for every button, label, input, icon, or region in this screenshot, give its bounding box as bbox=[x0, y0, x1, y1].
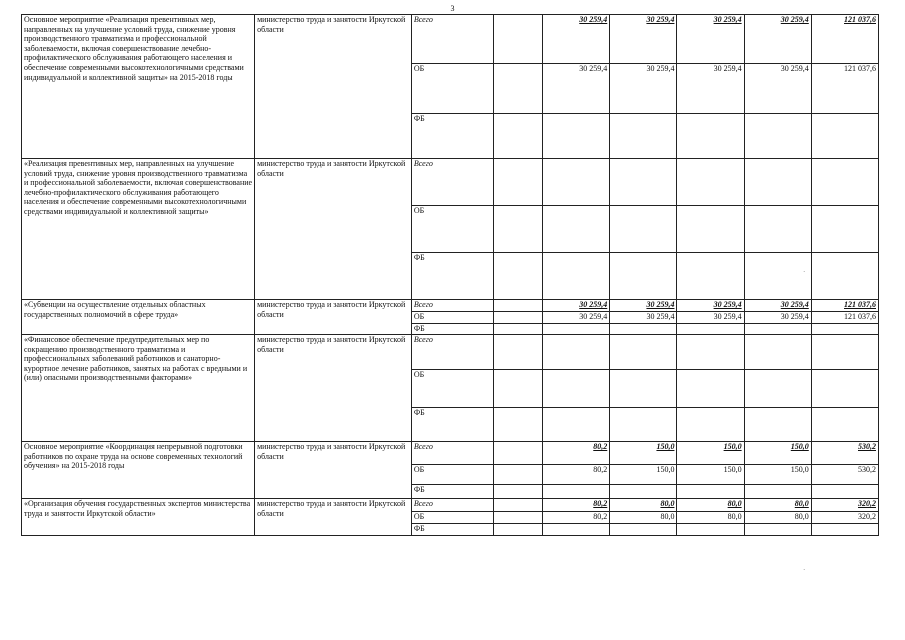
amount-cell: 80,0 bbox=[610, 499, 677, 512]
amount-cell: 80,2 bbox=[543, 442, 610, 465]
amount-cell bbox=[811, 524, 878, 536]
executor-cell: министерство труда и занятости Иркутской области bbox=[255, 300, 412, 335]
funding-source-label: Всего bbox=[411, 159, 493, 206]
amount-cell bbox=[543, 370, 610, 408]
amount-cell: 30 259,4 bbox=[677, 300, 744, 312]
empty-cell bbox=[494, 335, 543, 370]
executor-cell: министерство труда и занятости Иркутской области bbox=[255, 159, 412, 300]
empty-cell bbox=[494, 324, 543, 335]
empty-cell bbox=[494, 442, 543, 465]
page-number: 3 bbox=[450, 4, 455, 13]
scan-mark: · bbox=[803, 268, 806, 276]
empty-cell bbox=[494, 524, 543, 536]
amount-cell: 80,2 bbox=[543, 512, 610, 524]
amount-cell bbox=[744, 408, 811, 442]
amount-cell: 320,2 bbox=[811, 512, 878, 524]
amount-cell bbox=[677, 524, 744, 536]
amount-cell bbox=[811, 324, 878, 335]
amount-cell bbox=[677, 324, 744, 335]
funding-source-label: Всего bbox=[411, 335, 493, 370]
amount-cell bbox=[744, 159, 811, 206]
funding-source-label: ОБ bbox=[411, 64, 493, 114]
amount-cell: 80,0 bbox=[677, 499, 744, 512]
amount-cell bbox=[744, 324, 811, 335]
amount-cell: 150,0 bbox=[610, 465, 677, 485]
measure-name: «Реализация превентивных мер, направленных на улучшение условий труда, снижение уровня производственного травматизма и профессиональной заболеваемости, включая совершенствование лечебно-профилактического обслуживания работающего населения и обеспечение современными высокотехнологичными средствами индивидуальной и коллективной защиты» bbox=[22, 159, 255, 300]
amount-cell: 30 259,4 bbox=[543, 64, 610, 114]
funding-source-label: ОБ bbox=[411, 512, 493, 524]
amount-cell: 80,0 bbox=[744, 499, 811, 512]
funding-source-label: ФБ bbox=[411, 485, 493, 499]
executor-cell: министерство труда и занятости Иркутской области bbox=[255, 335, 412, 442]
amount-cell bbox=[811, 485, 878, 499]
amount-cell: 80,0 bbox=[610, 512, 677, 524]
amount-cell bbox=[543, 485, 610, 499]
amount-cell bbox=[610, 370, 677, 408]
amount-cell bbox=[677, 253, 744, 300]
amount-cell: 30 259,4 bbox=[610, 300, 677, 312]
amount-cell: 30 259,4 bbox=[543, 15, 610, 64]
amount-cell bbox=[744, 370, 811, 408]
amount-cell bbox=[677, 408, 744, 442]
amount-cell bbox=[610, 253, 677, 300]
amount-cell: 30 259,4 bbox=[677, 312, 744, 324]
amount-cell bbox=[744, 206, 811, 253]
amount-cell bbox=[677, 335, 744, 370]
amount-cell: 150,0 bbox=[744, 442, 811, 465]
amount-cell bbox=[610, 408, 677, 442]
measure-name: «Субвенции на осуществление отдельных областных государственных полномочий в сфере труда» bbox=[22, 300, 255, 335]
amount-cell bbox=[811, 335, 878, 370]
measure-name: Основное мероприятие «Реализация превентивных мер, направленных на улучшение условий труда, снижение уровня производственного травматизма и профессиональной заболеваемости, включая совершенствование лечебно-профилактического обслуживания работающего населения и обеспечение современными высокотехнологичными средствами индивидуальной и коллективной защиты» на 2015-2018 годы bbox=[22, 15, 255, 159]
amount-cell: 121 037,6 bbox=[811, 312, 878, 324]
amount-cell bbox=[677, 370, 744, 408]
amount-cell bbox=[744, 335, 811, 370]
amount-cell bbox=[610, 335, 677, 370]
table-row bbox=[22, 335, 879, 370]
amount-cell: 30 259,4 bbox=[744, 300, 811, 312]
empty-cell bbox=[494, 370, 543, 408]
funding-source-label: ФБ bbox=[411, 253, 493, 300]
table-row bbox=[22, 499, 879, 512]
amount-cell: 30 259,4 bbox=[543, 312, 610, 324]
amount-cell bbox=[744, 524, 811, 536]
amount-cell bbox=[610, 485, 677, 499]
funding-source-label: ОБ bbox=[411, 465, 493, 485]
table-row bbox=[22, 300, 879, 312]
amount-cell bbox=[811, 370, 878, 408]
amount-cell bbox=[811, 206, 878, 253]
empty-cell bbox=[494, 485, 543, 499]
amount-cell bbox=[610, 324, 677, 335]
empty-cell bbox=[494, 300, 543, 312]
amount-cell bbox=[610, 114, 677, 159]
amount-cell bbox=[677, 206, 744, 253]
amount-cell bbox=[543, 114, 610, 159]
amount-cell: 121 037,6 bbox=[811, 64, 878, 114]
funding-source-label: Всего bbox=[411, 300, 493, 312]
amount-cell bbox=[610, 206, 677, 253]
funding-source-label: ФБ bbox=[411, 408, 493, 442]
empty-cell bbox=[494, 512, 543, 524]
funding-source-label: Всего bbox=[411, 442, 493, 465]
amount-cell bbox=[543, 335, 610, 370]
amount-cell: 80,2 bbox=[543, 499, 610, 512]
measure-name: «Финансовое обеспечение предупредительных мер по сокращению производственного травматизма и профессиональных заболеваний работников и санаторно-курортное лечение работников, занятых на работах с вредными и (или) опасными производственными факторами» bbox=[22, 335, 255, 442]
amount-cell: 30 259,4 bbox=[744, 64, 811, 114]
funding-source-label: Всего bbox=[411, 15, 493, 64]
amount-cell bbox=[543, 324, 610, 335]
empty-cell bbox=[494, 159, 543, 206]
amount-cell bbox=[811, 253, 878, 300]
amount-cell: 30 259,4 bbox=[610, 64, 677, 114]
table-row bbox=[22, 159, 879, 206]
amount-cell: 30 259,4 bbox=[744, 15, 811, 64]
funding-source-label: ОБ bbox=[411, 206, 493, 253]
empty-cell bbox=[494, 206, 543, 253]
amount-cell: 150,0 bbox=[677, 465, 744, 485]
scan-mark: · bbox=[803, 566, 806, 574]
empty-cell bbox=[494, 465, 543, 485]
amount-cell: 80,0 bbox=[677, 512, 744, 524]
funding-source-label: ФБ bbox=[411, 524, 493, 536]
amount-cell: 30 259,4 bbox=[610, 312, 677, 324]
empty-cell bbox=[494, 64, 543, 114]
amount-cell: 530,2 bbox=[811, 442, 878, 465]
amount-cell bbox=[543, 524, 610, 536]
funding-source-label: ФБ bbox=[411, 324, 493, 335]
amount-cell: 121 037,6 bbox=[811, 15, 878, 64]
budget-table bbox=[21, 14, 879, 536]
amount-cell: 80,2 bbox=[543, 465, 610, 485]
amount-cell bbox=[677, 159, 744, 206]
amount-cell: 30 259,4 bbox=[677, 64, 744, 114]
amount-cell bbox=[543, 206, 610, 253]
executor-cell: министерство труда и занятости Иркутской области bbox=[255, 15, 412, 159]
funding-source-label: Всего bbox=[411, 499, 493, 512]
table-row bbox=[22, 15, 879, 64]
amount-cell bbox=[677, 485, 744, 499]
amount-cell bbox=[744, 485, 811, 499]
empty-cell bbox=[494, 253, 543, 300]
funding-source-label: ОБ bbox=[411, 312, 493, 324]
empty-cell bbox=[494, 114, 543, 159]
executor-cell: министерство труда и занятости Иркутской области bbox=[255, 499, 412, 536]
amount-cell bbox=[744, 114, 811, 159]
amount-cell: 150,0 bbox=[744, 465, 811, 485]
amount-cell bbox=[811, 408, 878, 442]
empty-cell bbox=[494, 15, 543, 64]
empty-cell bbox=[494, 499, 543, 512]
funding-source-label: ОБ bbox=[411, 370, 493, 408]
amount-cell: 80,0 bbox=[744, 512, 811, 524]
amount-cell: 30 259,4 bbox=[543, 300, 610, 312]
amount-cell: 150,0 bbox=[677, 442, 744, 465]
amount-cell bbox=[811, 114, 878, 159]
amount-cell: 150,0 bbox=[610, 442, 677, 465]
empty-cell bbox=[494, 312, 543, 324]
table-row bbox=[22, 442, 879, 465]
amount-cell: 30 259,4 bbox=[610, 15, 677, 64]
amount-cell: 530,2 bbox=[811, 465, 878, 485]
amount-cell bbox=[610, 524, 677, 536]
amount-cell: 121 037,6 bbox=[811, 300, 878, 312]
amount-cell bbox=[543, 408, 610, 442]
amount-cell: 30 259,4 bbox=[744, 312, 811, 324]
amount-cell bbox=[543, 253, 610, 300]
amount-cell bbox=[811, 159, 878, 206]
amount-cell bbox=[744, 253, 811, 300]
measure-name: «Организация обучения государственных экспертов министерства труда и занятости Иркутской области» bbox=[22, 499, 255, 536]
amount-cell: 320,2 bbox=[811, 499, 878, 512]
amount-cell bbox=[677, 114, 744, 159]
executor-cell: министерство труда и занятости Иркутской области bbox=[255, 442, 412, 499]
funding-source-label: ФБ bbox=[411, 114, 493, 159]
empty-cell bbox=[494, 408, 543, 442]
amount-cell bbox=[610, 159, 677, 206]
amount-cell bbox=[543, 159, 610, 206]
amount-cell: 30 259,4 bbox=[677, 15, 744, 64]
measure-name: Основное мероприятие «Координация непрерывной подготовки работников по охране труда на основе современных технологий обучения» на 2015-2018 годы bbox=[22, 442, 255, 499]
